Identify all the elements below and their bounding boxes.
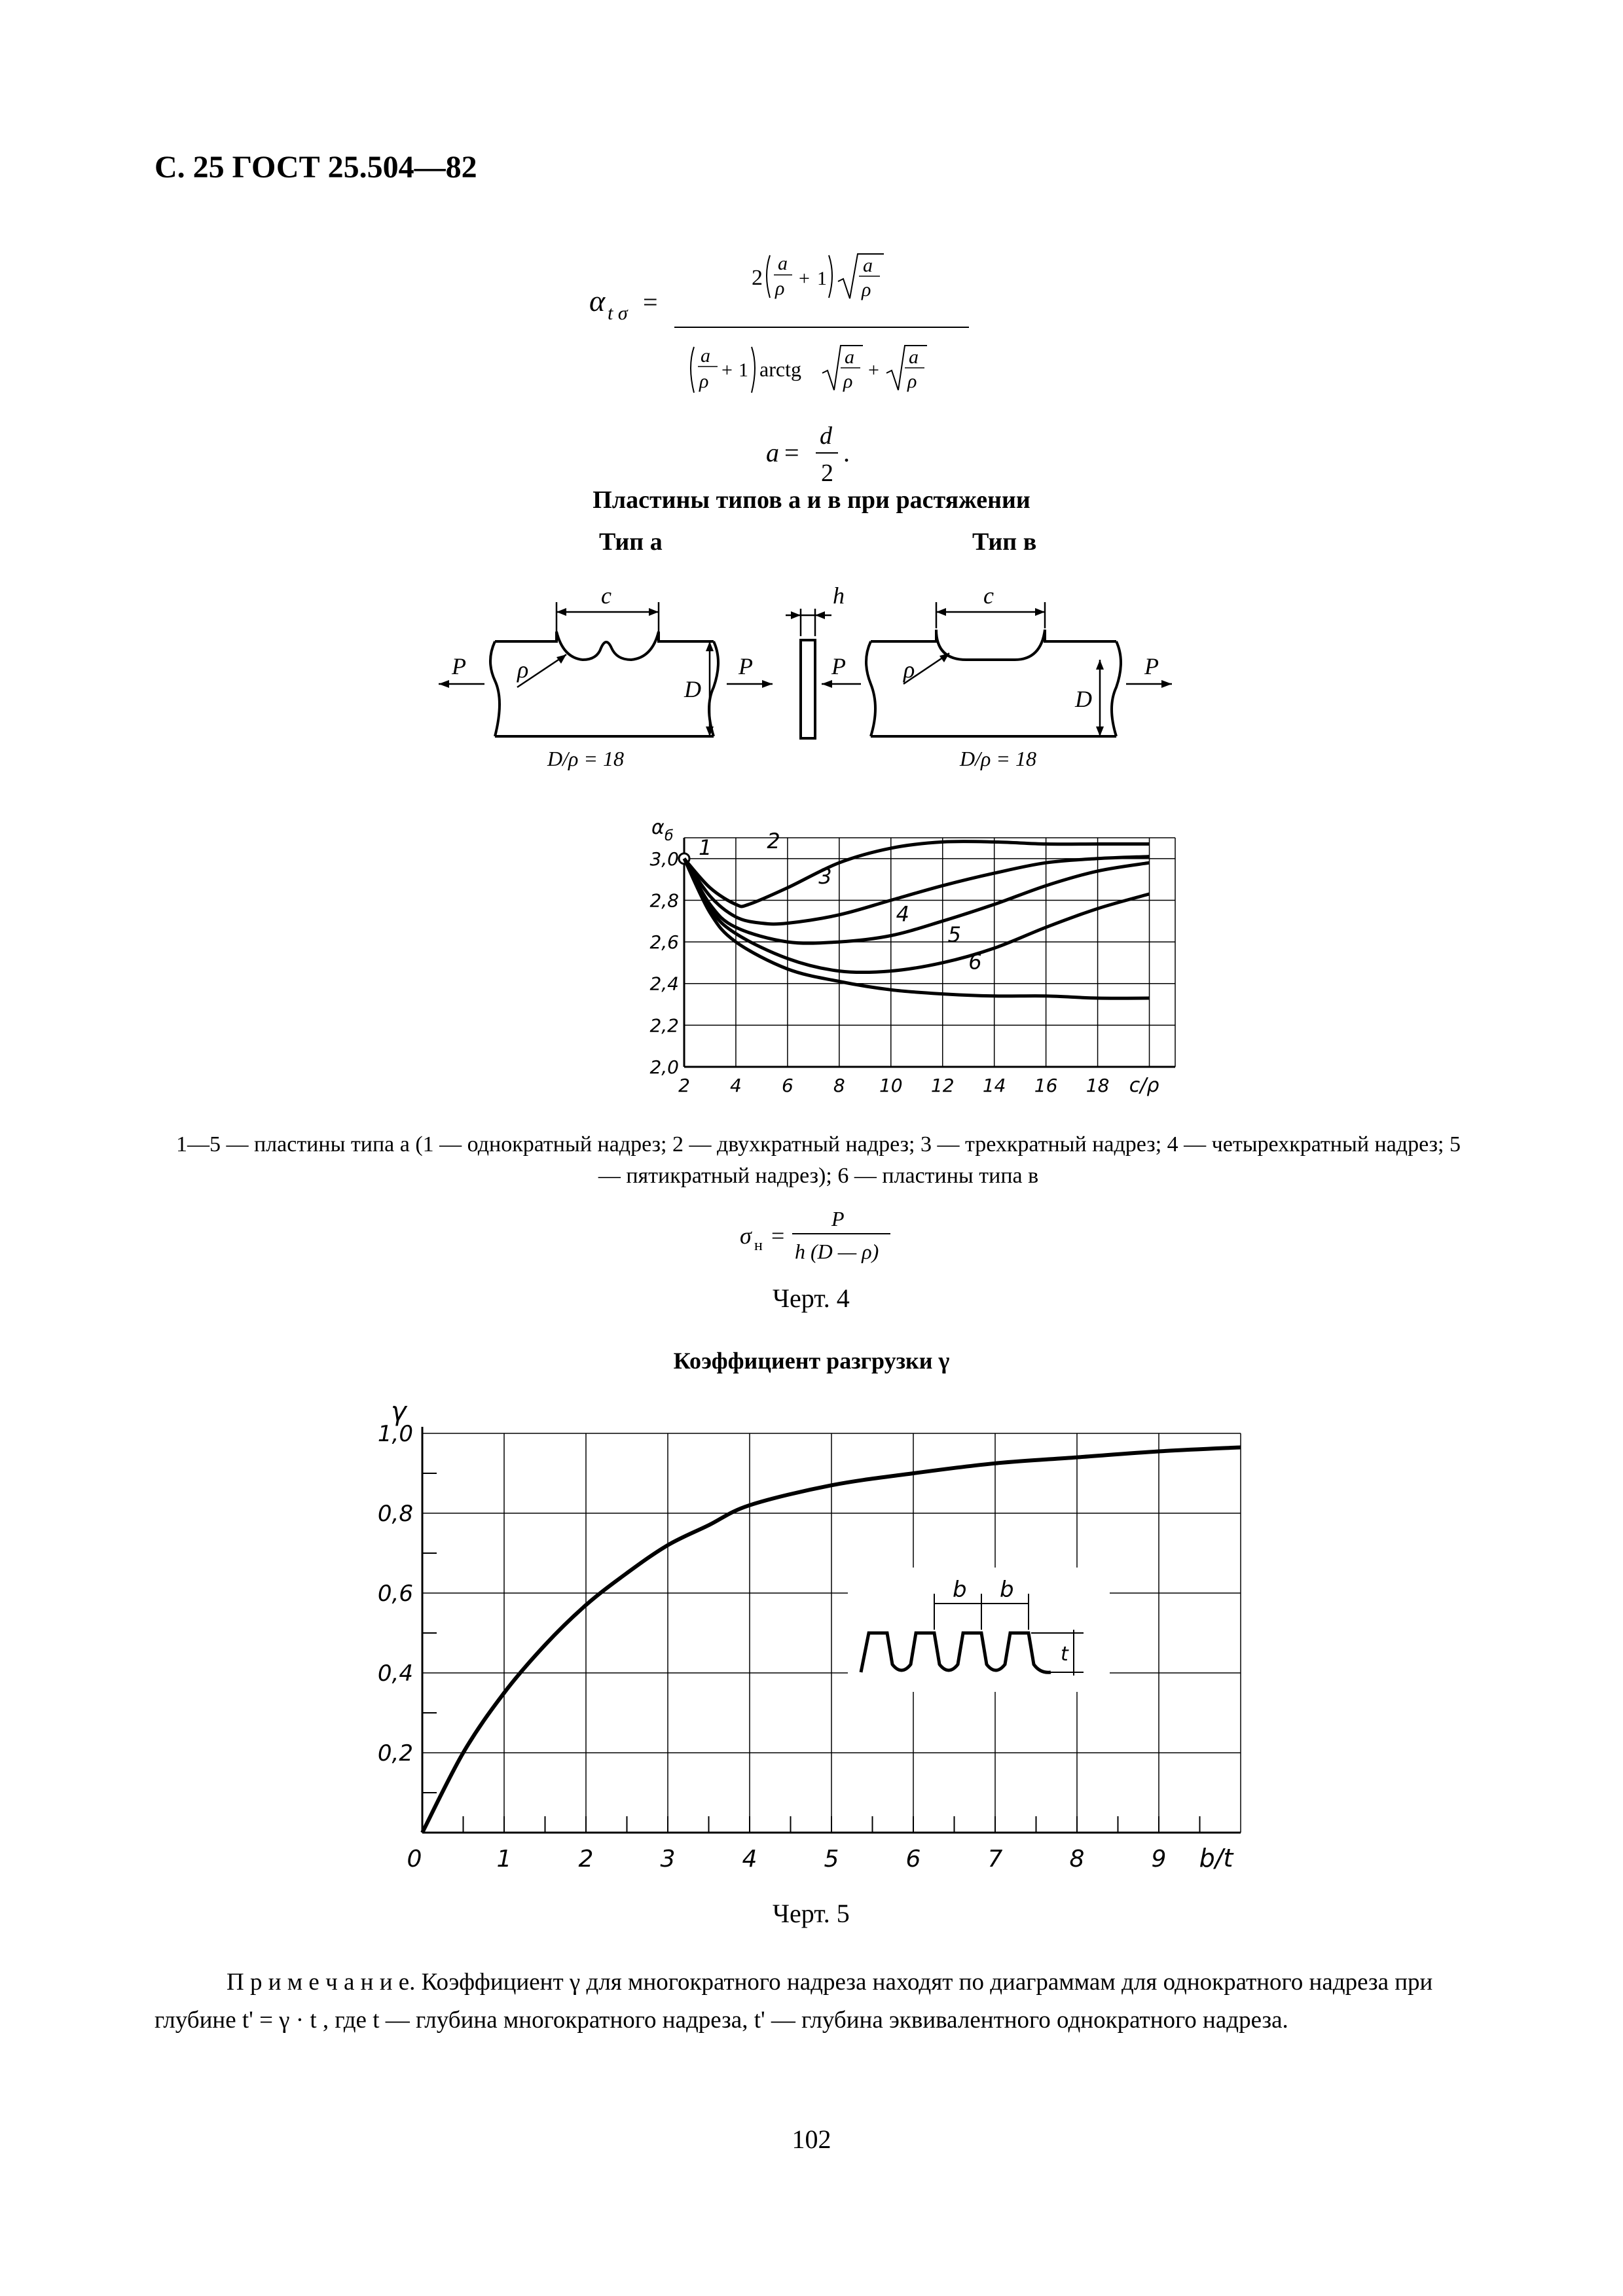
- x-tick-label: 2: [578, 1846, 594, 1872]
- y-tick-label: 2,0: [649, 1056, 679, 1078]
- x-tick-label: 5: [824, 1846, 839, 1872]
- fig5-title: Коэффициент разгрузки γ: [673, 1348, 950, 1374]
- svg-text:=: =: [784, 438, 799, 467]
- a-equals-d-over-2: [766, 419, 884, 491]
- svg-text:ρ: ρ: [775, 278, 785, 299]
- force-p-1: P: [452, 653, 466, 679]
- series-label: 6: [968, 949, 982, 975]
- series-label: 1: [699, 834, 712, 860]
- x-axis-label: c/ρ: [1129, 1074, 1159, 1097]
- y-tick-label: 2,6: [649, 931, 679, 954]
- x-tick-label: 4: [730, 1075, 742, 1096]
- formula-eq: =: [643, 287, 658, 317]
- svg-text:=: =: [771, 1223, 785, 1249]
- svg-text:P: P: [831, 1207, 845, 1230]
- x-tick-label: 7: [987, 1846, 1003, 1872]
- svg-text:σ: σ: [740, 1223, 752, 1249]
- sigma-n-formula: [727, 1201, 897, 1266]
- dim-d-v: D: [1075, 686, 1092, 712]
- y-tick-label: 3,0: [649, 848, 679, 870]
- x-tick-label: 18: [1085, 1075, 1110, 1096]
- x-tick-label: 12: [930, 1075, 955, 1096]
- svg-text:.: .: [843, 438, 850, 467]
- x-tick-label: 6: [905, 1846, 921, 1872]
- y-tick-label: 2,8: [649, 889, 679, 912]
- x-tick-label: 6: [781, 1075, 793, 1096]
- dim-b-1: b: [953, 1577, 967, 1603]
- fig4-caption: Черт. 4: [773, 1283, 850, 1313]
- x-tick-label: 16: [1034, 1075, 1058, 1096]
- fig4-legend: 1—5 — пластины типа а (1 — однократный надрез; 2 — двухкратный надрез; 3 — трехкратный надрез; 4 — четырехкратный надрез; 5 — пятикратный надрез); 6 — пластины типа в: [175, 1132, 1461, 1188]
- series-label: 5: [947, 922, 961, 948]
- series-label: 3: [818, 864, 832, 889]
- dim-d-a: D: [684, 676, 701, 702]
- fig5-caption: Черт. 5: [773, 1899, 850, 1928]
- svg-text:a: a: [701, 345, 710, 367]
- svg-text:ρ: ρ: [862, 279, 871, 300]
- svg-text:a: a: [766, 438, 779, 467]
- svg-text:d: d: [820, 422, 832, 450]
- plates-title: Пластины типов a и в при растяжении: [593, 486, 1030, 514]
- x-tick-label: 14: [982, 1075, 1006, 1096]
- svg-text:+: +: [868, 359, 879, 381]
- svg-text:+: +: [721, 359, 733, 381]
- type-v-label: Тип в: [972, 528, 1037, 556]
- svg-text:1: 1: [739, 359, 748, 381]
- unloading-coefficient-chart: [367, 1388, 1270, 1872]
- rho-v: ρ: [903, 656, 915, 683]
- svg-text:н: н: [754, 1237, 763, 1254]
- notch-profile-inset: [848, 1568, 1110, 1692]
- page-number: 102: [792, 2125, 831, 2154]
- svg-text:ρ: ρ: [843, 370, 853, 392]
- dim-h: h: [833, 583, 845, 609]
- y-axis-label: γ: [391, 1397, 407, 1427]
- stress-concentration-chart: [629, 812, 1185, 1100]
- y-tick-label: 0,6: [377, 1581, 413, 1607]
- force-p-4: P: [1144, 653, 1159, 679]
- y-axis-label-sub: б: [665, 828, 674, 844]
- series-label: 4: [896, 901, 910, 927]
- svg-text:a: a: [863, 255, 873, 276]
- dim-t: t: [1061, 1643, 1068, 1666]
- series-label: 2: [767, 828, 780, 853]
- x-tick-label: 4: [742, 1846, 757, 1872]
- y-tick-label: 2,2: [649, 1014, 679, 1037]
- svg-text:1: 1: [817, 268, 827, 289]
- x-tick-label: 1: [496, 1846, 512, 1872]
- alpha-formula: [570, 236, 976, 406]
- y-tick-label: 2,4: [649, 973, 679, 995]
- inset-background: [848, 1568, 1110, 1692]
- arctg-label: arctg: [759, 357, 801, 381]
- svg-text:a: a: [909, 346, 919, 368]
- ratio-v: D/ρ = 18: [960, 747, 1036, 770]
- svg-text:ρ: ρ: [699, 370, 709, 392]
- page-header: С. 25 ГОСТ 25.504—82: [155, 150, 477, 185]
- y-axis-label: α: [651, 816, 665, 839]
- x-axis-label: b/t: [1199, 1844, 1233, 1872]
- svg-text:a: a: [845, 346, 854, 368]
- rho-a: ρ: [517, 656, 529, 683]
- x-tick-label: 8: [833, 1075, 845, 1096]
- x-tick-label: 0: [407, 1846, 422, 1872]
- note-paragraph: П р и м е ч а н и е. Коэффициент γ для многократного надреза находят по диаграммам для однократного надреза при глубине t' = γ · t , где t — глубина многократного надреза, t' — глубина эквивалентного однократного надреза.: [155, 1969, 1433, 2034]
- y-tick-label: 0,2: [377, 1740, 413, 1767]
- formula-lhs-sub: t σ: [608, 302, 628, 324]
- svg-text:h (D — ρ): h (D — ρ): [795, 1240, 879, 1263]
- svg-text:2: 2: [821, 459, 833, 487]
- formula-lhs: α: [589, 284, 606, 317]
- svg-text:a: a: [778, 253, 788, 274]
- y-tick-label: 1,0: [377, 1421, 413, 1447]
- svg-text:+: +: [799, 268, 810, 289]
- x-tick-label: 10: [879, 1075, 903, 1096]
- x-tick-label: 2: [678, 1075, 690, 1096]
- dim-b-2: b: [1000, 1577, 1014, 1603]
- x-tick-label: 9: [1151, 1846, 1167, 1872]
- y-tick-label: 0,4: [377, 1660, 413, 1687]
- svg-text:ρ: ρ: [907, 370, 917, 392]
- force-p-2: P: [739, 653, 753, 679]
- x-tick-label: 3: [660, 1846, 676, 1872]
- plates-diagram: [426, 576, 1211, 792]
- y-tick-label: 0,8: [377, 1501, 413, 1527]
- dim-c-a: c: [601, 583, 611, 609]
- num-two: 2: [752, 266, 763, 290]
- x-tick-label: 8: [1069, 1846, 1085, 1872]
- type-a-label: Тип a: [599, 528, 663, 556]
- ratio-a: D/ρ = 18: [547, 747, 624, 770]
- dim-c-v: c: [983, 583, 994, 609]
- force-p-3: P: [831, 653, 846, 679]
